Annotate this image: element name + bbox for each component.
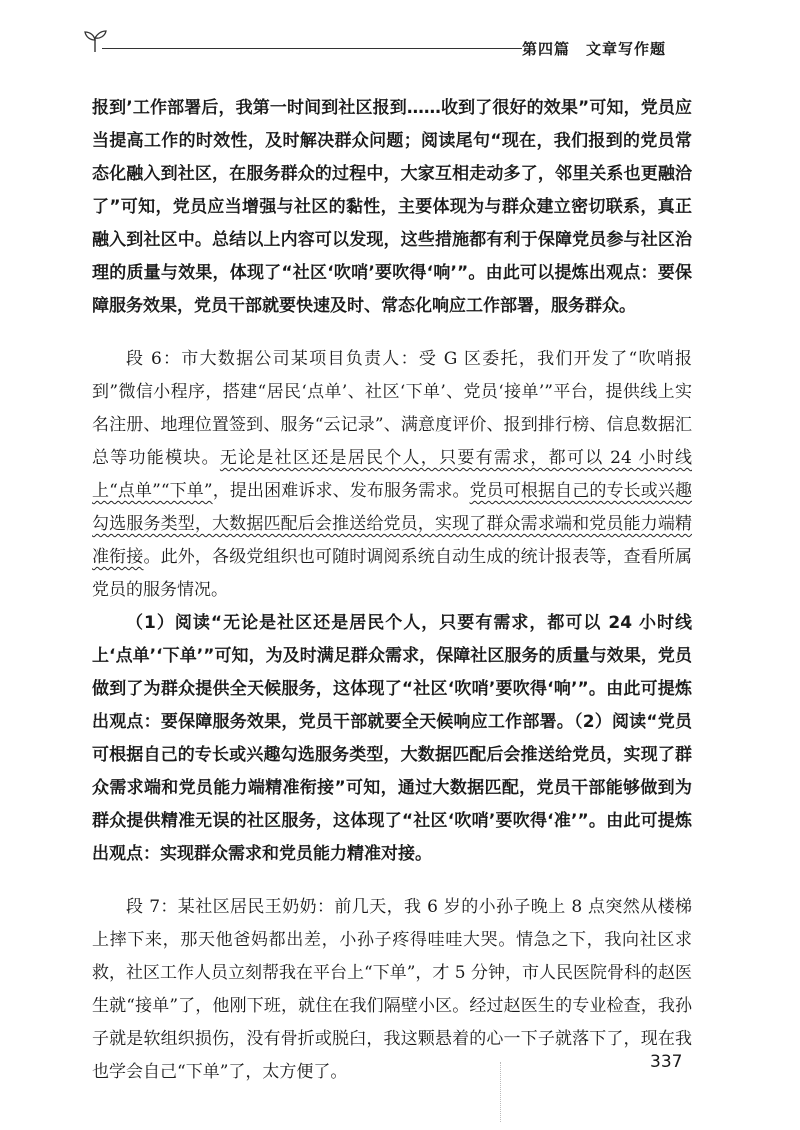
page-header [0, 0, 800, 70]
analysis-paragraph-6: （1）阅读“无论是社区还是居民个人，只要有需求，都可以 24 小时线上‘点单’‘下单’”可知，为及时满足群众需求，保障社区服务的质量与效果，党员做到了为群众提供全天候服务，这体现了“社区‘吹哨’要吹得‘响’”。由此可提炼出观点：要保障服务效果，党员干部就要全天候响应工作部署。（2）阅读“党员可根据自己的专长或兴趣勾选服务类型，大数据匹配后会推送给党员，实现了群众需求端和党员能力端精准衔接”可知，通过大数据匹配，党员干部能够做到为群众提供精准无误的社区服务，这体现了“社区‘吹哨’要吹得‘准’”。由此可提炼出观点：实现群众需求和党员能力精准对接。 [92, 613, 692, 864]
page-body [92, 92, 692, 1089]
header-rule [102, 48, 522, 49]
source-paragraph-7: 段 7：某社区居民王奶奶：前几天，我 6 岁的小孙子晚上 8 点突然从楼梯上摔下来，那天他爸妈都出差，小孙子疼得哇哇大哭。情急之下，我向社区求救，社区工作人员立刻帮我在平台上“下单”，才 5 分钟，市人民医院骨科的赵医生就“接单”了，他刚下班，就住在我们隔壁小区。经过赵医生的专业检查，我孙子就是软组织损伤，没有骨折或脱臼，我这颗悬着的心一下子就落下了，现在我也学会自己“下单”了，太方便了。 [92, 897, 693, 1082]
sprout-icon [82, 28, 108, 54]
analysis-paragraph-continued: 报到’工作部署后，我第一时间到社区报到……收到了很好的效果”可知，党员应当提高工作的时效性，及时解决群众问题；阅读尾句“现在，我们报到的党员常态化融入到社区，在服务群众的过程中，大家互相走动多了，邻里关系也更融洽了”可知，党员应当增强与社区的黏性，主要体现为与群众建立密切联系，真正融入到社区中。总结以上内容可以发现，这些措施都有利于保障党员参与社区治理的质量与效果，体现了“社区‘吹哨’要吹得‘响’”。由此可以提炼出观点：要保障服务效果，党员干部就要快速及时、常态化响应工作部署，服务群众。 [92, 98, 692, 316]
underlined-phrase: 无论是社区还是居民个人，只要有需求，都可以 24 小时线上“点单”“下单” [92, 448, 692, 501]
page-number: 337 [650, 1052, 683, 1072]
section-title: 第四篇 文章写作题 [522, 40, 667, 58]
source-paragraph-6: 段 6：市大数据公司某项目负责人：受 G 区委托，我们开发了“吹哨报到”微信小程序，搭建“居民‘点单’、社区‘下单’、党员‘接单’”平台，提供线上实名注册、地理位置签到、服务“云记录”、满意度评价、报到排行榜、信息数据汇总等功能模块。无论是社区还是居民个人，只要有需求，都可以 24 小时线上“点单”“下单”，提出困难诉求、发布服务需求。党员可根据自己的专长或兴趣勾选服务类型，大数据匹配后会推送给党员，实现了群众需求端和党员能力端精准衔接。此外，各级党组织也可随时调阅系统自动生成的统计报表等，查看所属党员的服务情况。 [92, 349, 693, 600]
underlined-phrase: 党员可根据自己的专长或兴趣勾选服务类型，大数据匹配后会推送给党员，实现了群众需求端和党员能力端精准衔接 [92, 481, 693, 567]
scan-artifact [500, 1062, 503, 1122]
